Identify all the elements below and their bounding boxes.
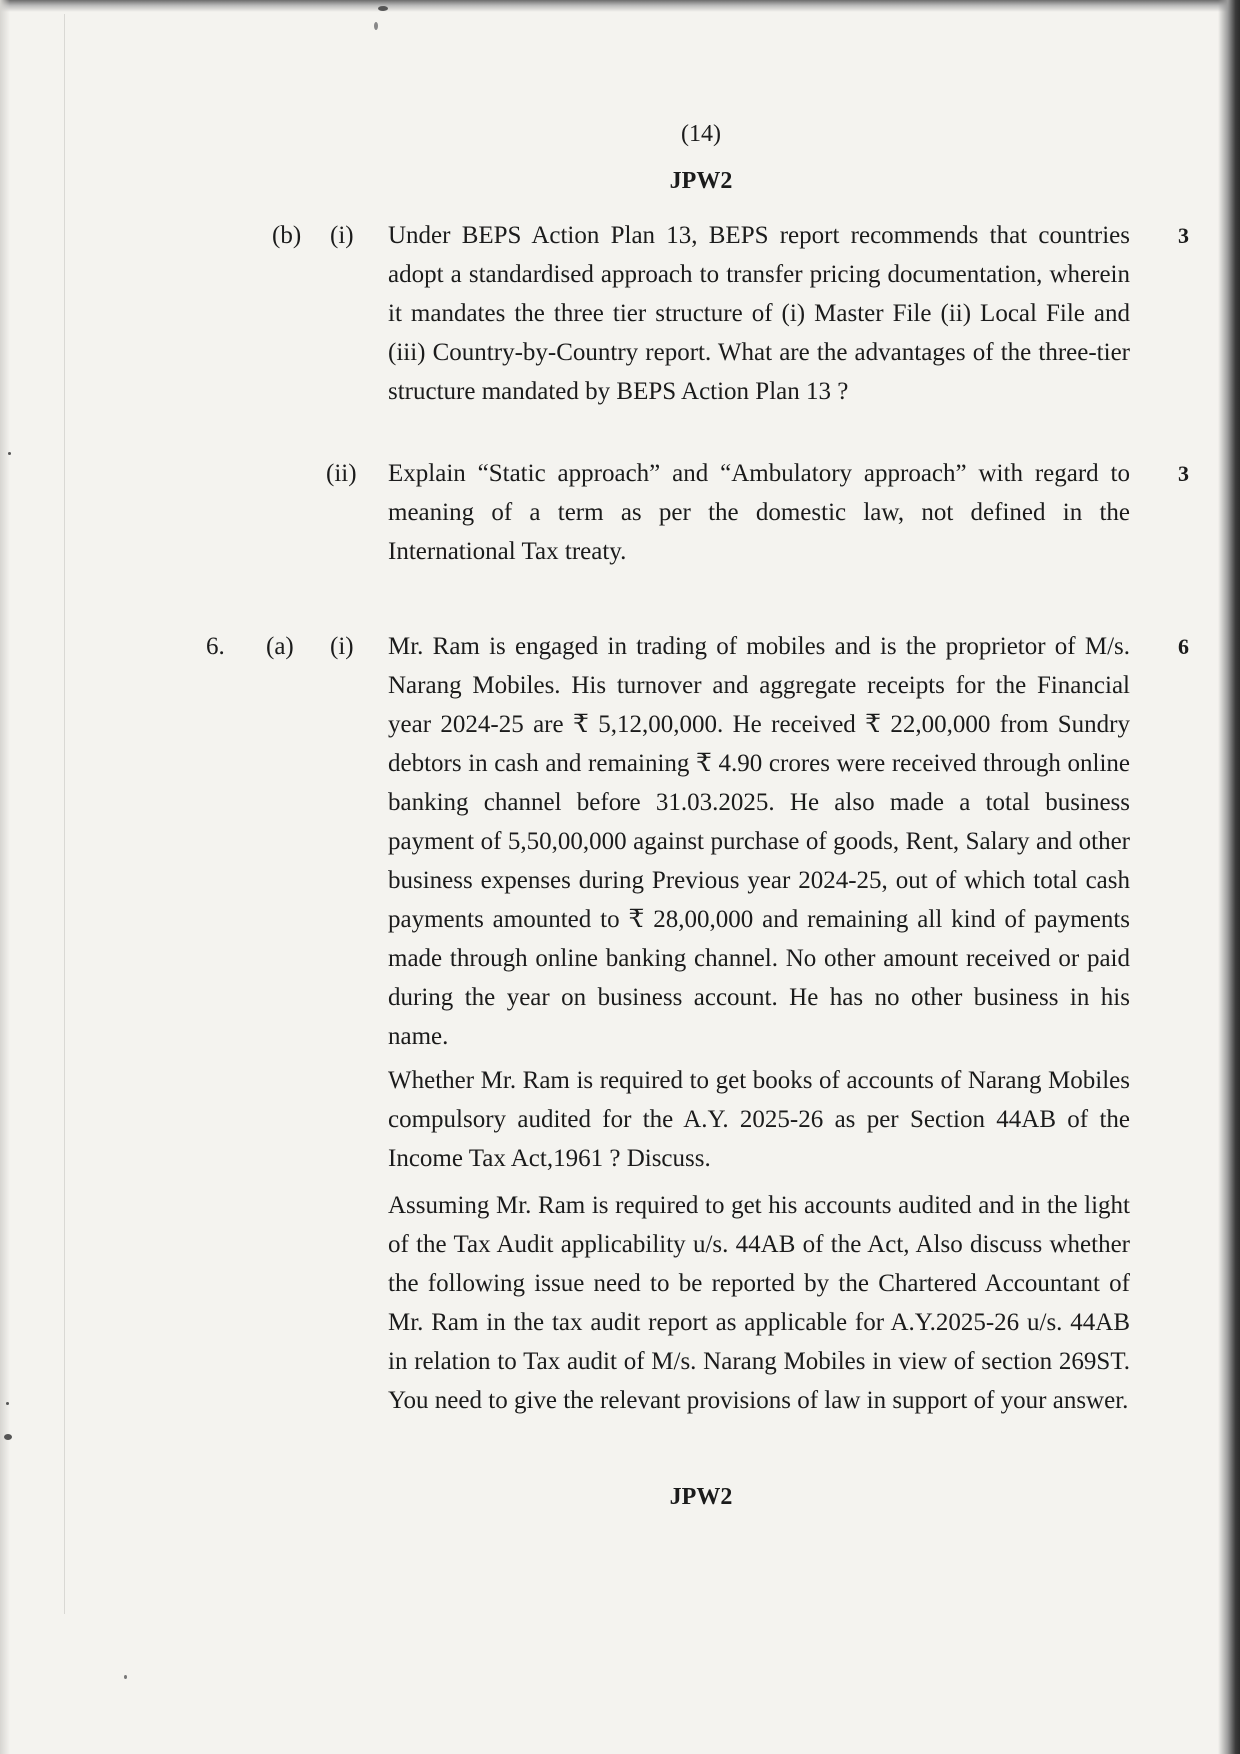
- marks-5b-i: 3: [1178, 223, 1189, 248]
- sub-label-6a-i: (i): [330, 633, 354, 660]
- scan-top-edge: [0, 0, 1240, 12]
- marks-6a-i: 6: [1178, 634, 1189, 659]
- scan-speck: [8, 452, 11, 455]
- scan-speck: [4, 1434, 12, 1440]
- scan-speck: [378, 6, 388, 11]
- paper-code-header: JPW2: [669, 168, 733, 194]
- scan-margin-line: [64, 14, 65, 1614]
- part-label-a: (a): [266, 633, 294, 660]
- question-5b-ii-text: Explain “Static approach” and “Ambulatory approach” with regard to meaning of a term as per the domestic law, not defined in the International Tax treaty.: [388, 460, 1130, 565]
- scan-speck: [374, 22, 378, 30]
- question-6a-i-reporting-query: Assuming Mr. Ram is required to get his accounts audited and in the light of the Tax Audit applicability u/s. 44AB of the Act, Also discuss whether the following issue need to be reported by the Chartered Accountant of Mr. Ram in the tax audit report as applicable for A.Y.2025-26 u/s. 44AB in relation to Tax audit of M/s. Narang Mobiles in view of section 269ST. You need to give the relevant provisions of law in support of your answer.: [388, 1192, 1130, 1414]
- page-number: (14): [681, 121, 721, 147]
- part-label-b: (b): [272, 222, 302, 249]
- question-6a-i-audit-query: Whether Mr. Ram is required to get books of accounts of Narang Mobiles compulsory audited for the A.Y. 2025-26 as per Section 44AB of the Income Tax Act,1961 ? Discuss.: [388, 1067, 1130, 1172]
- marks-5b-ii: 3: [1178, 461, 1189, 486]
- sub-label-ii: (ii): [326, 460, 357, 487]
- scan-speck: [6, 1402, 9, 1405]
- question-5b-i-text: Under BEPS Action Plan 13, BEPS report recommends that countries adopt a standardised approach to transfer pricing documentation, wherein it mandates the three tier structure of (i) Master File (ii) Local File and (iii) Country-by-Country report. What are the advantages of the three-tier structure mandated by BEPS Action Plan 13 ?: [388, 222, 1130, 405]
- question-6a-i-facts: Mr. Ram is engaged in trading of mobiles and is the proprietor of M/s. Narang Mobiles. His turnover and aggregate receipts for the Financial year 2024-25 are ₹ 5,12,00,000. He received ₹ 22,00,000 from Sundry debtors in cash and remaining ₹ 4.90 crores were received through online banking channel before 31.03.2025. He also made a total business payment of 5,50,00,000 against purchase of goods, Rent, Salary and other business expenses during Previous year 2024-25, out of which total cash payments amounted to ₹ 28,00,000 and remaining all kind of payments made through online banking channel. No other amount received or paid during the year on business account. He has no other business in his name.: [388, 633, 1130, 1050]
- sub-label-i: (i): [330, 222, 354, 249]
- paper-code-footer: JPW2: [669, 1484, 733, 1510]
- question-number-6: 6.: [206, 633, 225, 660]
- scan-speck: [124, 1675, 127, 1679]
